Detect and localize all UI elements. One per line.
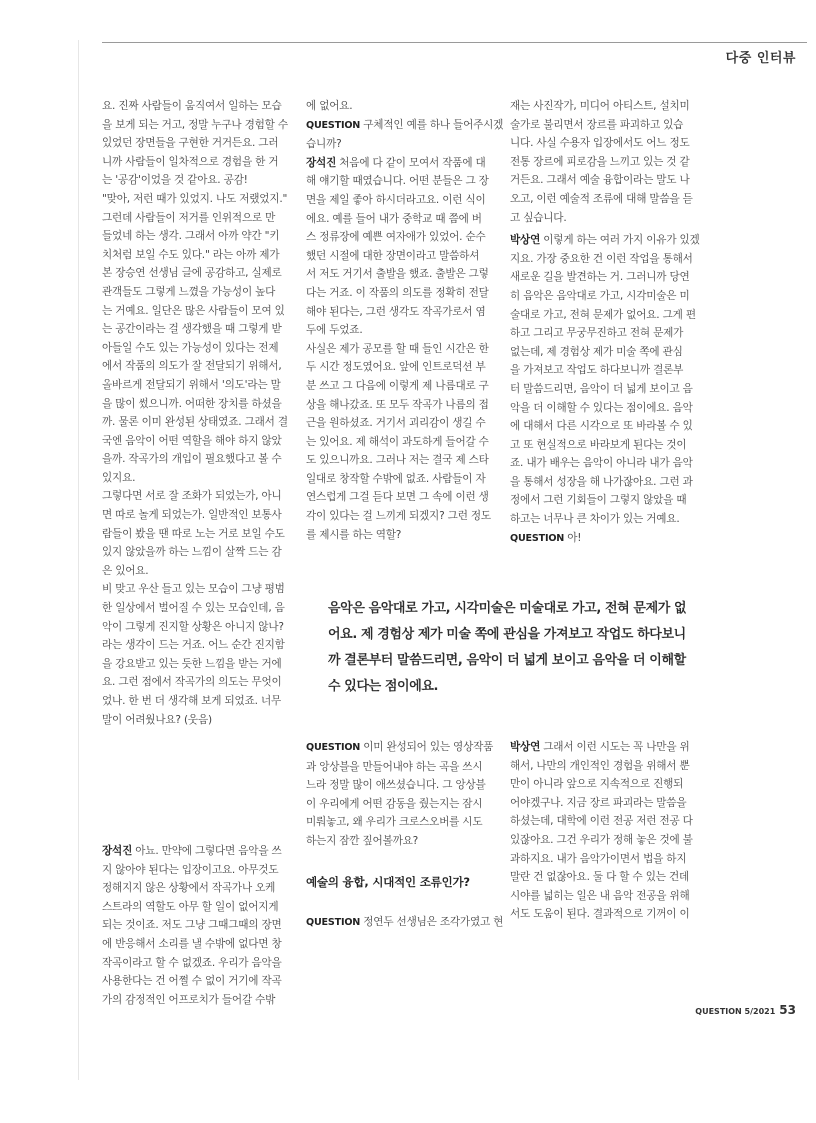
text-line: 는 '공감'이었을 것 같아요. 공감! [102, 174, 248, 187]
text-line: 고 싶습니다. [510, 211, 567, 224]
text-line: 하고 그리고 무궁무진하고 전혀 문제가 [510, 327, 684, 340]
section-subheading: 예술의 융합, 시대적인 조류인가? [306, 874, 470, 889]
text-line: 말란 건 없잖아요. 둘 다 할 수 있는 건데 [510, 871, 690, 884]
text-line: 되는 것이죠. 저도 그냥 그때그때의 장면 [102, 919, 282, 932]
question-label: QUESTION [306, 742, 361, 753]
speaker-name: 장석진 [306, 156, 337, 169]
text-line: 재는 사진작가, 미디어 아티스트, 설치미 [510, 100, 690, 112]
page-fold [78, 40, 79, 1080]
text-line: 한 일상에서 벌어질 수 있는 모습인데, 음 [102, 602, 285, 615]
text-line: 에서 작품의 의도가 잘 전달되기 위해서, [102, 360, 282, 373]
text-line: 연스럽게 그걸 듣다 보면 그 속에 이런 생 [306, 491, 489, 504]
text-line: 전통 장르에 피로감을 느끼고 있는 것 같 [510, 155, 690, 168]
text-line: 요. 진짜 사람들이 움직여서 일하는 모습 [102, 100, 282, 112]
text-line: 정에서 그런 기회들이 그렇지 않았을 때 [510, 494, 687, 507]
column-1 [102, 97, 288, 729]
text-line: 는 공간이라는 걸 생각했을 때 그렇게 받 [102, 323, 282, 336]
text-line: 술가로 불리면서 장르를 파괴하고 있습 [510, 118, 684, 131]
text-line: 서도 도움이 된다. 결과적으로 기꺼이 이 [510, 908, 690, 921]
text-line: 을 통해서 성장을 해 나가잖아요. 그런 과 [510, 475, 693, 488]
text-line: 각이 있다는 걸 느끼게 되겠지? 그런 정도 [306, 510, 491, 523]
text-line: 아들일 수도 있는 가능성이 있다는 전제 [102, 341, 279, 354]
text-line: 오고, 이런 예술적 조류에 대해 말씀을 듣 [510, 192, 693, 205]
text-line: 죠. 내가 배우는 음악이 아니라 내가 음악 [510, 457, 693, 470]
text-line: 니까 사람들이 일차적으로 경험을 한 거 [102, 155, 279, 168]
column-3-lower: 박상연 그래서 이런 시도는 꼭 나만을 위 해서, 나만의 개인적인 경험을 위해서 뿐 만이 아니라 앞으로 지속적으로 진행되 어야겠구나. 지금 장르 파괴라는 말씀을 하셨는데, 대학에 이런 전공 저런 전공 다 있잖아요. 그건 우리가 정해 놓은 것에 불 과하지요. 내가 음악가이면서 법을 하지 말란 건 없잖아요. 둘 다 할 수 있는 건데 시야를 넓히는 일은 내 음악 전공을 위해 서도 도움이 된다. 결과적으로 기꺼이 이 [510, 738, 693, 924]
text-line: 는 거예요. 일단은 많은 사람들이 모여 있 [102, 304, 285, 317]
text-line: 작곡이라고 할 수 없겠죠. 우리가 음악을 [102, 956, 282, 969]
text-line: 사실은 제가 공모를 할 때 들인 시간은 한 [306, 342, 489, 355]
text-line: 지요. 가장 중요한 건 이런 작업을 통해서 [510, 252, 693, 265]
column-2: 에 없어요. QUESTION 구체적인 예를 하나 들어주시겠 습니까? 장석진 처음에 다 같이 모여서 작품에 대 해 얘기할 때였습니다. 어떤 분들은 그 장 면을 제일 좋아 하시더라고요. 이런 식이 에요. 예를 들어 내가 중학교 때 쯤에 버 스 정류장에 예쁜 여자애가 있었어. 순수 했던 시절에 대한 장면이라고 말씀하셔 서 저도 거기서 출발을 했죠. 출발은 그렇 다는 거죠. 이 작품의 의도를 정확히 전달 해야 된다는, 그런 생각도 작곡가로서 염 두에 두었죠. 사실은 제가 공모를 할 때 들인 시간은 한 두 시간 정도였어요. 앞에 인트로덕션 부 분 쓰고 그 다음에 이렇게 제 나름대로 구 상을 해나갔죠. 또 모두 작곡가 나름의 접 근을 원하셨죠. 거기서 괴리감이 생길 수 는 있어요. 제 해석이 과도하게 들어갈 수 도 있으니까요. 그러나 저는 결국 제 스타 일대로 창작할 수밖에 없죠. 사람들이 자 연스럽게 그걸 듣다 보면 그 속에 이런 생 각이 있다는 걸 느끼게 되겠지? 그런 정도 를 제시를 하는 역할? [306, 97, 503, 544]
text-line: 면을 제일 좋아 하시더라고요. 이런 식이 [306, 193, 486, 206]
question-label: QUESTION [306, 917, 361, 929]
text-line: 사용한다는 건 어쩔 수 없이 거기에 작곡 [102, 975, 282, 988]
text-line: 면 따로 놀게 되었는가. 일반적인 보통사 [102, 509, 282, 522]
text-line: 본 장승연 선생님 글에 공감하고, 실제로 [102, 267, 282, 280]
text-line: 두에 두었죠. [306, 324, 363, 337]
text-line: 없는데, 제 경험상 제가 미술 쪽에 관심 [510, 345, 683, 358]
text-line: 어야겠구나. 지금 장르 파괴라는 말씀을 [510, 796, 687, 809]
text-line: 이 우리에게 어떤 감동을 줬는지는 잠시 [306, 797, 483, 810]
text-line: 를 제시를 하는 역할? [306, 528, 402, 541]
pull-quote [328, 596, 688, 700]
text-line: 만이 아니라 앞으로 지속적으로 진행되 [510, 778, 684, 791]
issue-label: QUESTION 5/2021 [695, 1007, 776, 1016]
text-line: 술대로 가고, 전혀 문제가 없어요. 그게 편 [510, 308, 696, 321]
text-line: 하셨는데, 대학에 이런 전공 저런 전공 다 [510, 815, 693, 828]
column-2-lower: QUESTION 이미 완성되어 있는 영상작품 과 앙상블을 만들어내야 하는 곡을 쓰시 느라 정말 많이 애쓰셨습니다. 그 앙상블 이 우리에게 어떤 감동을 줬는지는 잠시 미뤄놓고, 왜 우리가 크로스오버를 시도 하는지 잠깐 짚어볼까요? 예술의 융합, 시대적인 조류인가? QUESTION 정연두 선생님은 조각가였고 현 [306, 741, 504, 929]
text-line: 라는 생각이 드는 거죠. 어느 순간 진지함 [102, 639, 285, 652]
column-1-speaker-block: 장석진 아뇨. 만약에 그렇다면 음악을 쓰 지 않아야 된다는 입장이고요. 아무것도 정해지지 않은 상황에서 작곡가나 오케 스트라의 역할도 아무 할 일이 없어지게 되는 것이죠. 저도 그냥 그때그때의 장면 에 반응해서 소리를 낼 수밖에 없다면 창 작곡이라고 할 수 없겠죠. 우리가 음악을 사용한다는 건 어쩔 수 없이 거기에 작곡 가의 감정적인 어프로치가 들어갈 수밖 [102, 842, 282, 1009]
speaker-name: 장석진 [102, 845, 133, 857]
text-line: 히 음악은 음악대로 가고, 시각미술은 미 [510, 289, 690, 302]
text-line: 해 얘기할 때였습니다. 어떤 분들은 그 장 [306, 175, 489, 188]
text-line: 정해지지 않은 상황에서 작곡가나 오케 [102, 882, 276, 895]
text-line: 시야를 넓히는 일은 내 음악 전공을 위해 [510, 889, 690, 902]
text-line: "맞아, 저런 때가 있었지. 나도 저랬었지." [102, 192, 288, 205]
text-line: 을 강요받고 있는 듯한 느낌을 받는 거에 [102, 657, 282, 670]
text-line: 하고는 너무나 큰 차이가 있는 거예요. [510, 513, 680, 526]
text-line: 두 시간 정도였어요. 앞에 인트로덕션 부 [306, 361, 486, 374]
text-line: 분 쓰고 그 다음에 이렇게 제 나름대로 구 [306, 379, 489, 392]
text-line: 과하지요. 내가 음악가이면서 법을 하지 [510, 852, 687, 865]
text-line: 스 정류장에 예쁜 여자애가 있었어. 순수 [306, 231, 486, 244]
text-line: 악이 그렇게 진지할 상황은 아니지 않나? [102, 620, 284, 633]
page-number: 53 [779, 1003, 796, 1017]
text-line: 을 가져보고 작업도 하다보니까 결론부 [510, 364, 684, 377]
text-line: 어요. 제 경험상 제가 미술 쪽에 관심을 가져보고 작업도 하다보니 [328, 627, 686, 642]
text-line: 비 맞고 우산 들고 있는 모습이 그냥 평범 [102, 583, 285, 596]
text-line: 까 결론부터 말씀드리면, 음악이 더 넓게 보이고 음악을 더 이해할 [328, 653, 686, 668]
text-line: 었나. 한 번 더 생각해 보게 되었죠. 너무 [102, 695, 282, 707]
text-line: 을까. 작곡가의 개입이 필요했다고 볼 수 [102, 453, 282, 466]
text-line: 스트라의 역할도 아무 할 일이 없어지게 [102, 900, 279, 913]
text-line: 지 않아야 된다는 입장이고요. 아무것도 [102, 863, 279, 876]
text-line: 요. 그런 점에서 작곡가의 의도는 무엇이 [102, 676, 282, 689]
text-line: 일대로 창작할 수밖에 없죠. 사람들이 자 [306, 472, 486, 485]
text-line: 고 또 현실적으로 바라보게 된다는 것이 [510, 438, 687, 451]
text-line: 터 말씀드리면, 음악이 더 넓게 보이고 음 [510, 382, 693, 395]
text-line: 그런데 사람들이 저거를 인위적으로 만 [102, 211, 276, 224]
text-line: 말이 어려웠나요? (웃음) [102, 713, 212, 726]
section-title: 다중 인터뷰 [725, 51, 796, 66]
text-line: 해야 된다는, 그런 생각도 작곡가로서 염 [306, 305, 486, 318]
text-line: 근을 원하셨죠. 거기서 괴리감이 생길 수 [306, 417, 486, 430]
column-3: 재는 사진작가, 미디어 아티스트, 설치미 술가로 불리면서 장르를 파괴하고 있습 니다. 사실 수용자 입장에서도 어느 정도 전통 장르에 피로감을 느끼고 있는 것 같 거든요. 그래서 예술 융합이라는 말도 나 오고, 이런 예술적 조류에 대해 말씀을 듣 고 싶습니다. 박상연 이렇게 하는 여러 가지 이유가 있겠 지요. 가장 중요한 건 이런 작업을 통해서 새로운 길을 발견하는 거. 그러니까 당연 히 음악은 음악대로 가고, 시각미술은 미 술대로 가고, 전혀 문제가 없어요. 그게 편 하고 그리고 무궁무진하고 전혀 문제가 없는데, 제 경험상 제가 미술 쪽에 관심 을 가져보고 작업도 하다보니까 결론부 터 말씀드리면, 음악이 더 넓게 보이고 음 악을 더 이해할 수 있다는 점이에요. 음악 에 대해서 다른 시각으로 또 바라볼 수 있 고 또 현실적으로 바라보게 된다는 것이 죠. 내가 배우는 음악이 아니라 내가 음악 을 통해서 성장을 해 나가잖아요. 그런 과 정에서 그런 기회들이 그렇지 않았을 때 하고는 너무나 큰 차이가 있는 거예요. QUESTION 아! [510, 97, 700, 548]
text-line: 음악은 음악대로 가고, 시각미술은 미술대로 가고, 전혀 문제가 없 [328, 601, 687, 616]
text-line: 도 있으니까요. 그러나 저는 결국 제 스타 [306, 454, 489, 467]
text-line: 수 있다는 점이에요. [328, 679, 439, 694]
page-footer [695, 1003, 796, 1017]
text-line: 을 보게 되는 거고, 정말 누구나 경험할 수 [102, 118, 288, 131]
text-line: 관객들도 그렇게 느꼈을 가능성이 높다 [102, 285, 276, 298]
text-line: 가의 감정적인 어프로치가 들어갈 수밖 [102, 993, 276, 1006]
text-line: 있잖아요. 그건 우리가 정해 놓은 것에 불 [510, 833, 693, 846]
question-label: QUESTION [306, 119, 361, 131]
text-line: 는 있어요. 제 해석이 과도하게 들어갈 수 [306, 435, 489, 448]
text-line: 하는지 잠깐 짚어볼까요? [306, 834, 419, 847]
question-label: QUESTION [510, 532, 565, 544]
text-line: 있지 않았을까 하는 느낌이 살짝 드는 감 [102, 546, 282, 559]
text-line: 상을 해나갔죠. 또 모두 작곡가 나름의 접 [306, 398, 489, 411]
text-line: 있었던 장면들을 구현한 거거든요. 그러 [102, 137, 279, 150]
text-line: 다는 거죠. 이 작품의 의도를 정확히 전달 [306, 286, 489, 299]
text-line: 해서, 나만의 개인적인 경험을 위해서 뿐 [510, 759, 690, 772]
header-rule [102, 42, 807, 43]
text-line: 거든요. 그래서 예술 융합이라는 말도 나 [510, 174, 690, 187]
text-line: 까. 물론 이미 완성된 상태였죠. 그래서 결 [102, 416, 288, 429]
text-line: 서 저도 거기서 출발을 했죠. 출발은 그렇 [306, 268, 489, 281]
text-line: 느라 정말 많이 애쓰셨습니다. 그 앙상블 [306, 779, 486, 792]
text-line: 에 반응해서 소리를 낼 수밖에 없다면 창 [102, 937, 282, 950]
text-line: 에 대해서 다른 시각으로 또 바라볼 수 있 [510, 420, 693, 433]
speaker-name: 박상연 [510, 234, 541, 247]
text-line: 은 있어요. [102, 564, 149, 577]
text-line: 새로운 길을 발견하는 거. 그러니까 당연 [510, 271, 690, 284]
text-line: 니다. 사실 수용자 입장에서도 어느 정도 [510, 137, 690, 150]
text-line: 에요. 예를 들어 내가 중학교 때 쯤에 버 [306, 212, 482, 225]
text-line: 국엔 음악이 어떤 역할을 해야 하지 않았 [102, 434, 282, 447]
text-line: 치처럼 보일 수도 있다." 라는 아까 제가 [102, 248, 280, 261]
text-line: 악을 더 이해할 수 있다는 점이에요. 음악 [510, 401, 693, 414]
text-line: 했던 시절에 대한 장면이라고 말씀하셔 [306, 249, 480, 262]
text-line: 과 앙상블을 만들어내야 하는 곡을 쓰시 [306, 760, 483, 773]
text-line: 을 많이 썼으니까. 어떠한 장치를 하셨을 [102, 397, 282, 410]
text-line: 그렇다면 서로 잘 조화가 되었는가, 아니 [102, 490, 282, 503]
text-line: 미뤄놓고, 왜 우리가 크로스오버를 시도 [306, 816, 483, 829]
text-line: 있지요. [102, 471, 136, 484]
text-line: 람들이 봤을 땐 따로 노는 거로 보일 수도 [102, 527, 285, 540]
speaker-name: 박상연 [510, 741, 541, 753]
text-line: 올바르게 전달되기 위해서 '의도'라는 말 [102, 378, 281, 391]
text-line: 들었네 하는 생각. 그래서 아까 약간 "키 [102, 230, 280, 243]
